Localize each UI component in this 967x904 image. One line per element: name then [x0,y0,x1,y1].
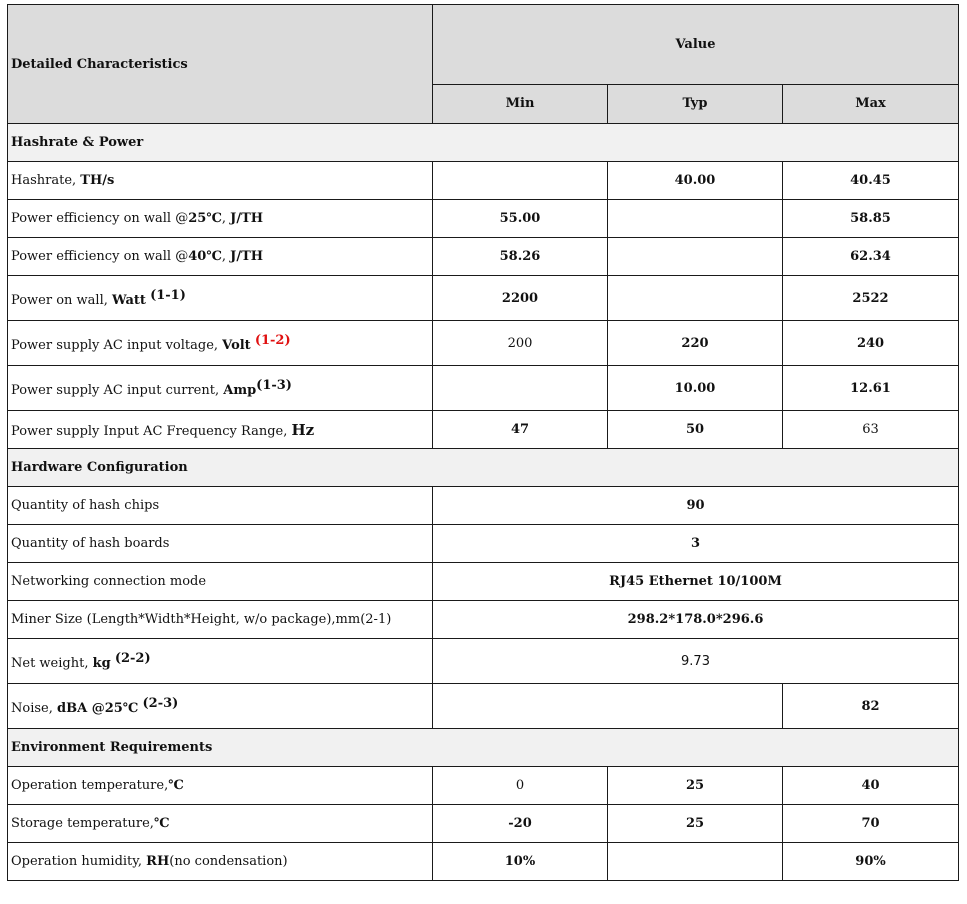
max-cell: 58.85 [783,200,959,238]
section-row [8,729,959,767]
row-label: Net weight, kg $^{(2-2)}$ [8,639,433,684]
row-label: Quantity of hash chips [8,487,433,525]
max-cell: 2522 [783,276,959,321]
row-label: Power on wall, Watt $^{(1-1)}$ [8,276,433,321]
section-environment: Environment Requirements [8,729,959,767]
typ-cell [608,200,783,238]
value-header: Value [433,5,959,85]
min-cell: 0 [433,767,608,805]
table-row [8,563,959,601]
min-cell: -20 [433,805,608,843]
value-cell: 298.2*178.0*296.6 [433,601,959,639]
row-label: Hashrate, TH/s [8,162,433,200]
row-label: Power efficiency on wall @40℃, J/TH [8,238,433,276]
table-row [8,639,959,684]
row-label: Power efficiency on wall @25℃, J/TH [8,200,433,238]
min-cell: 200 [433,321,608,366]
typ-cell [608,238,783,276]
table-row [8,843,959,881]
max-cell: 240 [783,321,959,366]
row-label: Quantity of hash boards [8,525,433,563]
typ-cell [608,843,783,881]
table-row [8,684,959,729]
min-cell [433,366,608,411]
max-cell: 40.45 [783,162,959,200]
table-row [8,525,959,563]
table-row [8,366,959,411]
section-row [8,124,959,162]
max-header: Max [783,84,959,123]
value-cell: RJ45 Ethernet 10/100M [433,563,959,601]
table-row [8,767,959,805]
max-cell: 63 [783,411,959,449]
max-cell: 12.61 [783,366,959,411]
row-label: Power supply AC input voltage, Volt $^{(1-2)}$ [8,321,433,366]
row-label: Operation temperature,℃ [8,767,433,805]
typ-cell: 40.00 [608,162,783,200]
min-cell: 55.00 [433,200,608,238]
typ-cell: 10.00 [608,366,783,411]
row-label: Storage temperature,℃ [8,805,433,843]
row-label: Power supply Input AC Frequency Range, Hz [8,411,433,449]
value-cell: 90 [433,487,959,525]
row-label: Miner Size (Length*Width*Height, w/o package),mm(2-1) [8,601,433,639]
max-cell: 82 [783,684,959,729]
table-row [8,200,959,238]
typ-cell [608,276,783,321]
max-cell: 70 [783,805,959,843]
table-row [8,238,959,276]
row-label: Noise, dBA @25℃ $^{(2-3)}$ [8,684,433,729]
row-label: Operation humidity, RH(no condensation) [8,843,433,881]
header-row [8,5,959,85]
section-hashrate-power: Hashrate & Power [8,124,959,162]
max-cell: 62.34 [783,238,959,276]
table-row [8,487,959,525]
table-title: Detailed Characteristics [8,5,433,124]
min-cell: 10% [433,843,608,881]
value-cell: 3 [433,525,959,563]
min-typ-cell [433,684,783,729]
min-cell [433,162,608,200]
min-cell: 2200 [433,276,608,321]
section-hardware: Hardware Configuration [8,449,959,487]
section-row [8,449,959,487]
table-row [8,601,959,639]
min-header: Min [433,84,608,123]
row-label: Power supply AC input current, Amp$^{(1-3)}$ [8,366,433,411]
typ-cell: 25 [608,805,783,843]
typ-cell: 220 [608,321,783,366]
min-cell: 58.26 [433,238,608,276]
typ-header: Typ [608,84,783,123]
max-cell: 90% [783,843,959,881]
table-row [8,162,959,200]
table-row [8,276,959,321]
characteristics-table [7,4,959,881]
row-label: Networking connection mode [8,563,433,601]
table-row [8,805,959,843]
typ-cell: 25 [608,767,783,805]
typ-cell: 50 [608,411,783,449]
value-cell: 9.73 [433,639,959,684]
table-row [8,321,959,366]
max-cell: 40 [783,767,959,805]
min-cell: 47 [433,411,608,449]
table-row [8,411,959,449]
